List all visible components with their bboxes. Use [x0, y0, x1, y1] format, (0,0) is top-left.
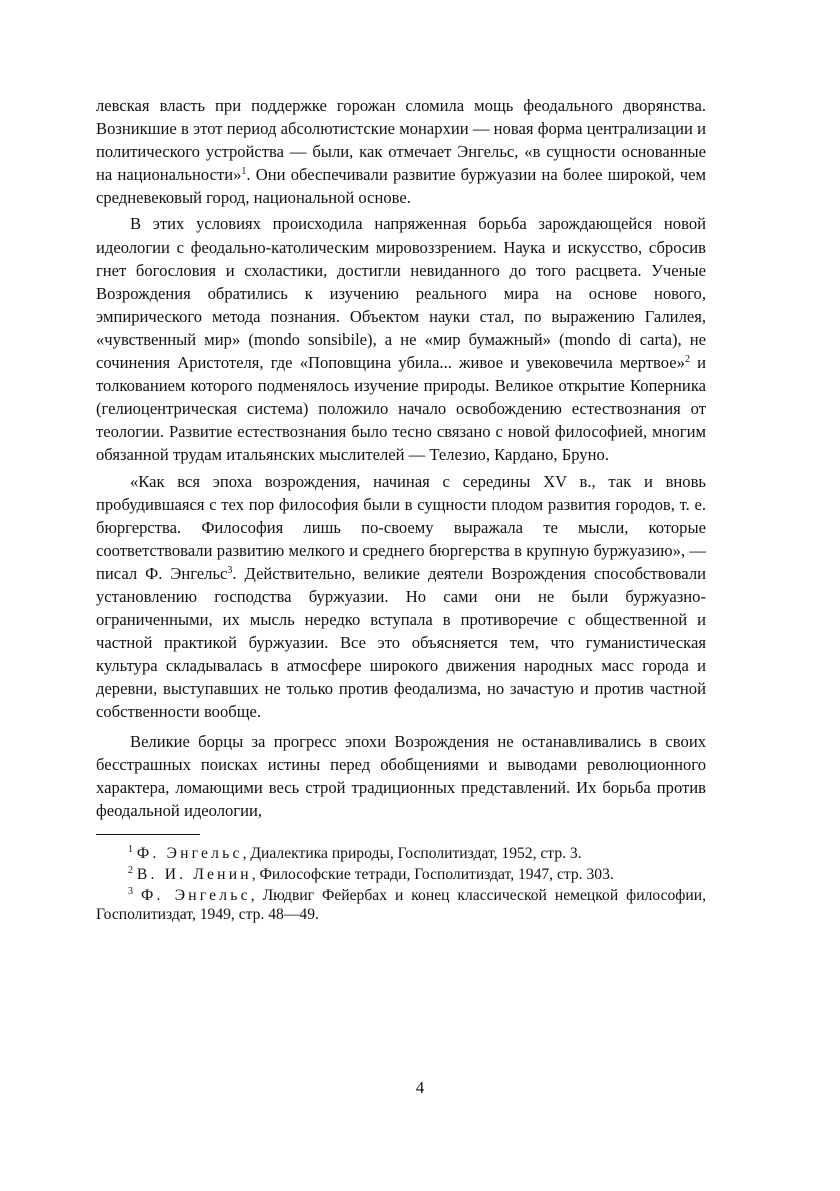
footnote-1-number: 1 — [128, 843, 133, 855]
page-number: 4 — [415, 1078, 425, 1097]
paragraph-4-text: Великие борцы за прогресс эпохи Возрождения не останавливались в своих бесстрашных поисках истины перед обобщениями и выводами революционного характера, ломающими весь строй традиционных представлений. Их борьба против феодальной идеологии, — [96, 731, 706, 820]
footnote-2-number: 2 — [128, 865, 133, 877]
footnotes — [96, 845, 706, 924]
paragraph-1-end: . Они обеспечивали развитие буржуазии на более широкой, чем средневековый город, национальной основе. — [96, 165, 706, 208]
footnote-3-number: 3 — [128, 886, 133, 898]
footnote-2-text: , Философские тетради, Госполитиздат, 1947, стр. 303. — [251, 866, 614, 884]
paragraph-1-text: левская власть при поддержке горожан сломила мощь феодального дворянства. Возникшие в этот период абсолютистские монархии — новая форма централизации и политического устройства — были, как отмечает Энгельс, «в сущности основанные на национальности» — [96, 96, 706, 185]
footnote-ref-1: 1 — [241, 166, 247, 178]
page-content — [96, 94, 706, 927]
paragraph-1 — [96, 94, 706, 209]
footnote-3-text: , Людвиг Фейербах и конец классической немецкой философии, Госполитиздат, 1949, стр. 48—49. — [96, 887, 706, 923]
paragraph-3-text-a: «Как вся эпоха возрождения, начиная с середины XV в., так и вновь пробудившаяся с тех пор философия были в сущности плодом развития городов, т. е. бюргерства. Философия лишь по-своему выражала те мысли, которые соответствовали развитию мелкого и среднего бюргерства в крупную буржуазию», — писал Ф. Энгельс — [96, 471, 706, 583]
footnote-ref-2: 2 — [684, 354, 690, 366]
footnote-1-author: Ф. Энгельс — [136, 844, 243, 862]
footnote-1-text: , Диалектика природы, Госполитиздат, 1952, стр. 3. — [242, 844, 582, 862]
footnote-ref-3: 3 — [227, 564, 233, 576]
paragraph-2 — [96, 212, 706, 466]
paragraph-2-text-a: В этих условиях происходила напряженная борьба зарождающейся новой идеологии с феодально-католическим мировоззрением. Наука и искусство, сбросив гнет богословия и схоластики, достигли невиданного до того расцвета. Ученые Возрождения обратились к изучению реального мира на основе нового, эмпирического метода познания. Объектом науки стал, по выражению Галилея, «чувственный мир» (mondo sonsibile), а не «мир бумажный» (mondo di carta), не сочинения Аристотеля, где «Поповщина убила... живое и увековечила мертвое» — [96, 214, 706, 373]
body-text — [96, 94, 706, 822]
paragraph-3 — [96, 470, 706, 724]
footnote-2-author: В. И. Ленин — [136, 866, 252, 884]
footnote-3-author: Ф. Энгельс — [140, 887, 251, 905]
footnote-3 — [96, 887, 706, 923]
footnote-1 — [96, 845, 706, 863]
paragraph-3-text-b: . Действительно, великие деятели Возрождения способствовали установлению господства буржуазии. Но сами они не были буржуазно-ограниченными, их мысль нередко вступала в противоречие с общественной и частной практикой буржуазии. Все это объясняется тем, что гуманистическая культура складывалась в атмосфере широкого движения народных масс города и деревни, выступавших не только против феодализма, но зачастую и против частной собственности вообще. — [96, 563, 706, 722]
paragraph-4 — [96, 730, 706, 822]
paragraph-2-text-b: и толкованием которого подменялось изучение природы. Великое открытие Коперника (гелиоцентрическая система) положило начало освобождению естествознания от теологии. Развитие естествознания было тесно связано с новой философией, многим обязанной трудам итальянских мыслителей — Телезио, Кардано, Бруно. — [96, 353, 706, 465]
footnote-divider — [96, 834, 200, 835]
footnote-2 — [96, 866, 706, 884]
